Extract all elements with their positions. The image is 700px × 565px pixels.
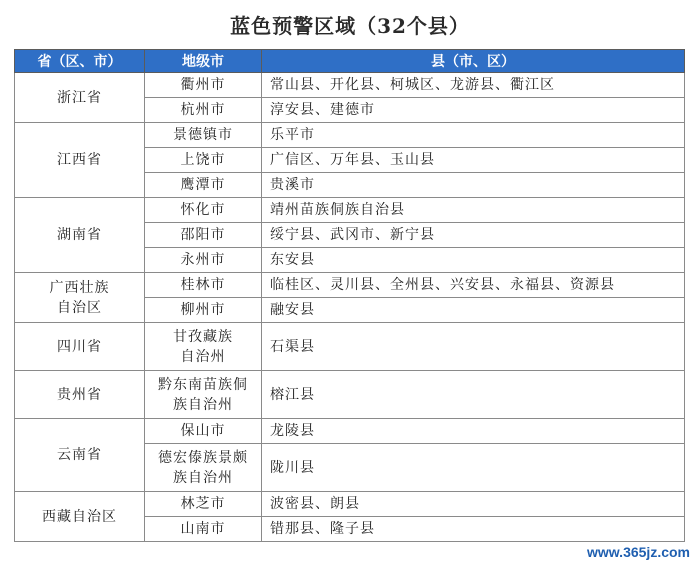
county-cell: 乐平市 — [262, 123, 685, 148]
city-cell: 桂林市 — [145, 273, 262, 298]
page-title: 蓝色预警区域（32个县） — [230, 14, 470, 38]
header-city: 地级市 — [145, 50, 262, 73]
province-cell: 贵州省 — [15, 371, 145, 419]
table-row — [15, 371, 685, 419]
county-cell: 贵溪市 — [262, 173, 685, 198]
city-cell: 林芝市 — [145, 492, 262, 517]
city-cell: 鹰潭市 — [145, 173, 262, 198]
table-row — [15, 323, 685, 371]
city-cell: 上饶市 — [145, 148, 262, 173]
county-cell: 石渠县 — [262, 323, 685, 371]
city-cell: 邵阳市 — [145, 223, 262, 248]
province-cell: 广西壮族自治区 — [15, 273, 145, 323]
county-cell: 常山县、开化县、柯城区、龙游县、衢江区 — [262, 73, 685, 98]
county-cell: 融安县 — [262, 298, 685, 323]
table-row — [15, 492, 685, 517]
warning-region-table — [14, 49, 685, 542]
city-cell: 永州市 — [145, 248, 262, 273]
county-cell: 淳安县、建德市 — [262, 98, 685, 123]
province-cell: 四川省 — [15, 323, 145, 371]
province-cell: 浙江省 — [15, 73, 145, 123]
province-cell: 西藏自治区 — [15, 492, 145, 542]
header-county: 县（市、区） — [262, 50, 685, 73]
table-row — [15, 73, 685, 98]
county-cell: 东安县 — [262, 248, 685, 273]
province-cell: 云南省 — [15, 419, 145, 492]
table-row — [15, 198, 685, 223]
city-cell: 衢州市 — [145, 73, 262, 98]
city-cell: 柳州市 — [145, 298, 262, 323]
county-cell: 龙陵县 — [262, 419, 685, 444]
county-cell: 临桂区、灵川县、全州县、兴安县、永福县、资源县 — [262, 273, 685, 298]
city-cell: 景德镇市 — [145, 123, 262, 148]
county-cell: 陇川县 — [262, 444, 685, 492]
table-header-row — [15, 50, 685, 73]
province-cell: 江西省 — [15, 123, 145, 198]
city-cell: 德宏傣族景颇族自治州 — [145, 444, 262, 492]
header-province: 省（区、市） — [15, 50, 145, 73]
county-cell: 绥宁县、武冈市、新宁县 — [262, 223, 685, 248]
city-cell: 杭州市 — [145, 98, 262, 123]
watermark: www.365jz.com — [587, 544, 690, 560]
province-cell: 湖南省 — [15, 198, 145, 273]
table-row — [15, 419, 685, 444]
city-cell: 保山市 — [145, 419, 262, 444]
city-cell: 山南市 — [145, 517, 262, 542]
county-cell: 榕江县 — [262, 371, 685, 419]
table-row — [15, 123, 685, 148]
table-row — [15, 273, 685, 298]
county-cell: 波密县、朗县 — [262, 492, 685, 517]
city-cell: 甘孜藏族自治州 — [145, 323, 262, 371]
city-cell: 怀化市 — [145, 198, 262, 223]
county-cell: 广信区、万年县、玉山县 — [262, 148, 685, 173]
city-cell: 黔东南苗族侗族自治州 — [145, 371, 262, 419]
county-cell: 靖州苗族侗族自治县 — [262, 198, 685, 223]
county-cell: 错那县、隆子县 — [262, 517, 685, 542]
